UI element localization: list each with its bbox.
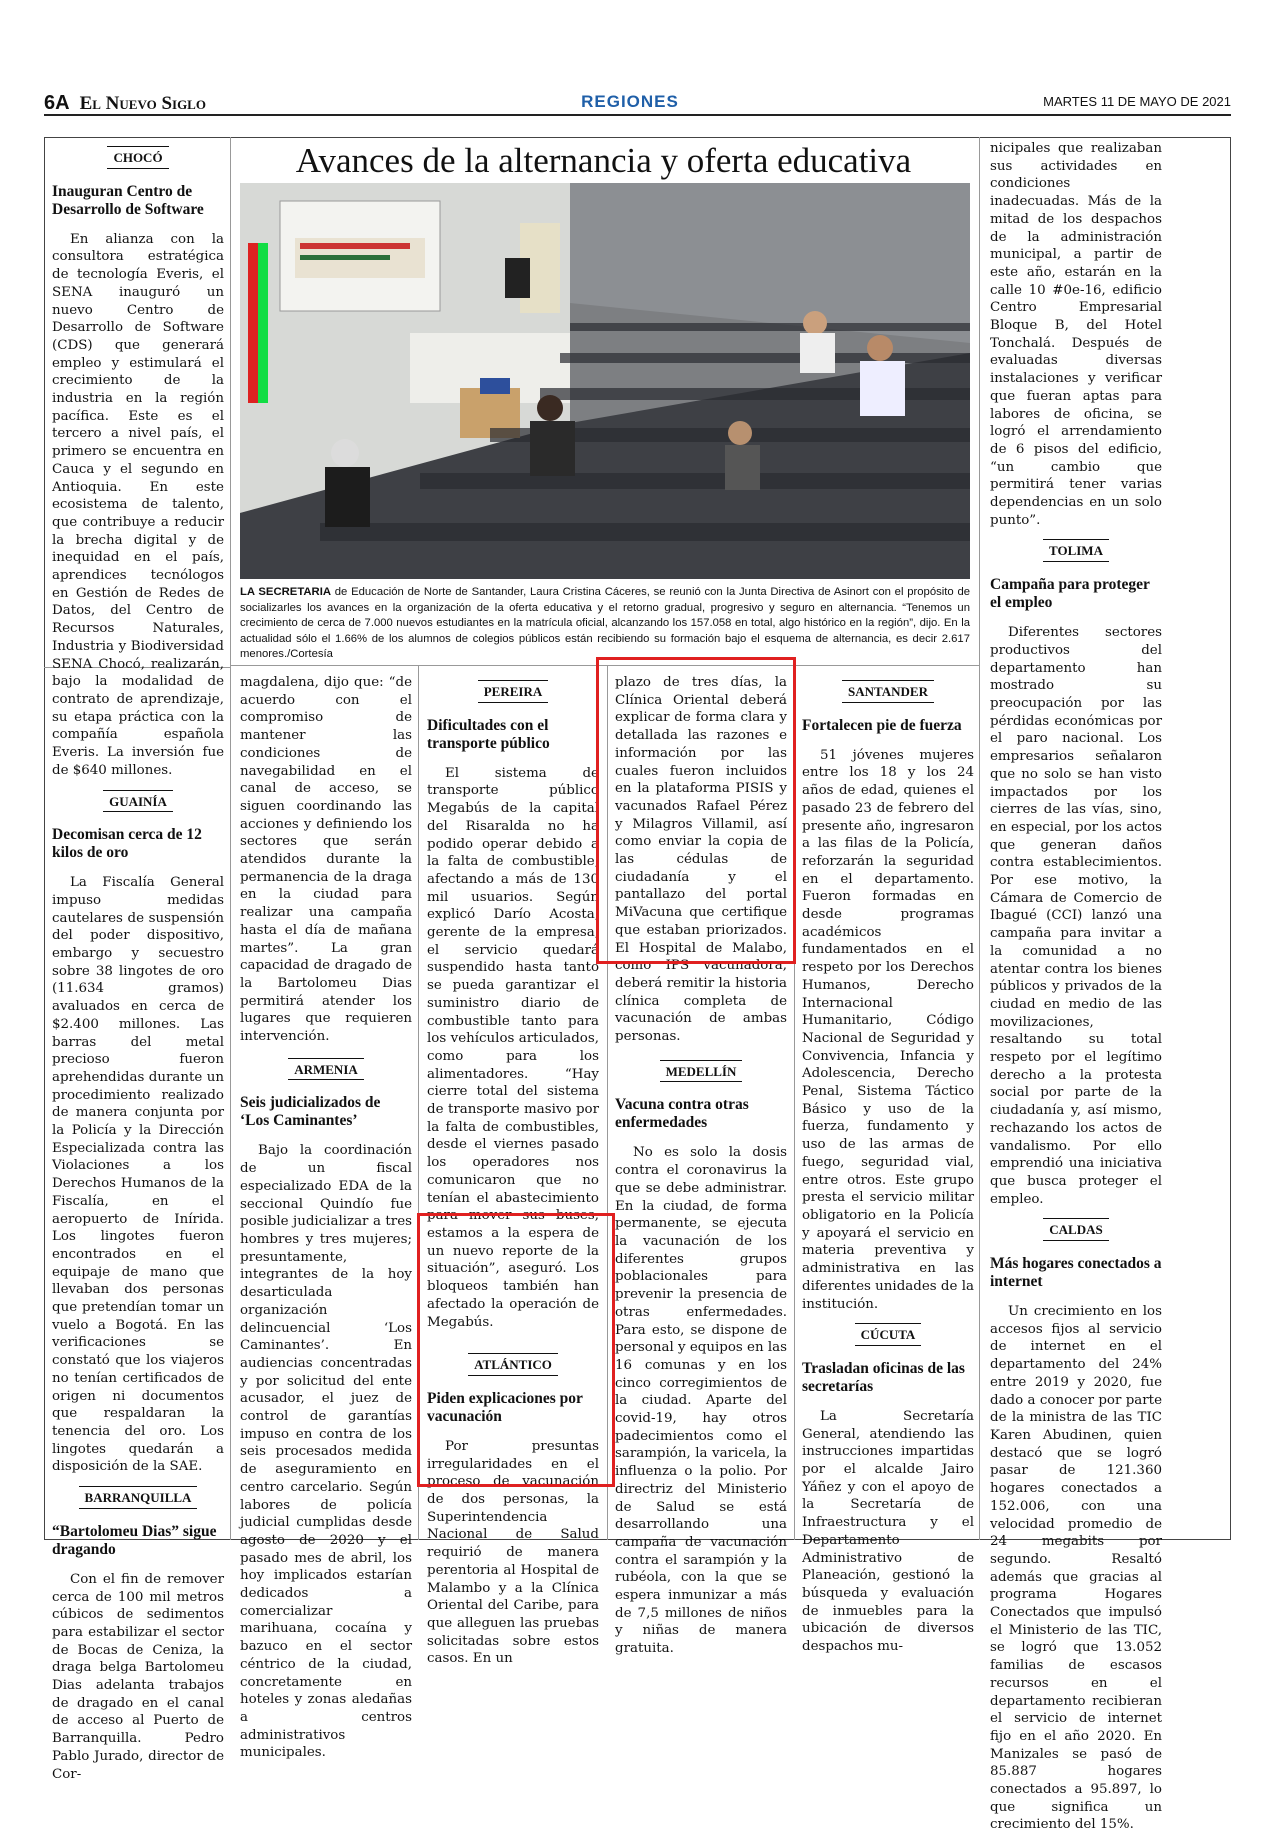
- article-body-armenia: Bajo la coordinación de un fiscal especializado EDA de la seccional Quindío fue posible judicializar a tres hombres y tres mujeres; presuntamente, integrantes de la hoy desarticulada organización delincuencial ‘Los Caminantes’. En audiencias concentradas y por solicitud del ente acusador, el juez de control de garantías impuso en contra de los seis procesados medida de aseguramiento en centro carcelario. Según labores de policía judicial cumplidas desde agosto de 2020 y el pasado mes de abril, los hoy implicados estarían dedicados a comercializar marihuana, cocaína y bazuco en el sector céntrico de la ciudad, concretamente en hoteles y zonas aledañas a centros administrativos municipales.: [240, 1143, 412, 1761]
- headline-tolima: Campaña para proteger el empleo: [990, 576, 1150, 612]
- article-body-pereira: El sistema de transporte público Megabús de la capital del Risaralda no ha podido operar debido a la falta de combustible, afectando a más de 130 mil usuarios. Según explicó Darío Acosta, gerente de la empresa, el servicio quedará suspendido hasta tanto se pueda garantizar el suministro diario de combustible tanto para los vehículos articulados, como para los alimentadores. “Hay cierre total del sistema de transporte masivo por la falta de combustibles, desde el viernes pasado los operadores nos comunicaron que no tenían el abastecimiento para mover sus buses, estamos a la espera de un nuevo reporte de la situación”, aseguró. Los bloqueos también han afectado la operación de Megabús.: [427, 765, 599, 1330]
- article-body-barranquilla-cont: magdalena, dijo que: “de acuerdo con el compromiso de mantener las condiciones de navegabilidad en el canal de acceso, se siguen coordinando las acciones y definiendo los sectores que serán atendidos durante la permanencia de la draga en la ciudad para realizar una campaña hasta el día de mañana martes”. La gran capacidad de dragado de la Bartolomeu Dias permitirá atender los lugares que requieren intervención.: [240, 675, 412, 1045]
- section-label-choco: CHOCÓ: [52, 146, 224, 169]
- headline-barranquilla: “Bartolomeu Dias” sigue dragando: [52, 1522, 217, 1558]
- section-label-cucuta: CÚCUTA: [802, 1323, 974, 1346]
- auditorium-photo-illustration: [240, 183, 970, 579]
- section-label-caldas: CALDAS: [990, 1218, 1162, 1241]
- section-label-barranquilla: BARRANQUILLA: [52, 1486, 224, 1509]
- section-label-guainia: GUAINÍA: [52, 790, 224, 813]
- headline-guainia: Decomisan cerca de 12 kilos de oro: [52, 826, 202, 862]
- article-body-guainia: La Fiscalía General impuso medidas cautelares de suspensión del poder dispositivo, embargo y secuestro sobre 38 lingotes de oro (11.634 gramos) avaluados en cerca de $2.400 millones. Las barras del metal precioso fueron aprehendidas durante un procedimiento realizado de manera conjunta por la Policía y la Dirección Especializada contra las Violaciones a los Derechos Humanos de la Fiscalía, en el aeropuerto de Inírida. Los lingotes fueron encontrados en el equipaje de mano que llevaban dos personas que pretendían tomar un vuelo a Bogotá. En las verificaciones se constató que los viajeros no tenían certificados de origen ni documentos que respaldaran la tenencia del oro. Los lingotes quedarán a disposición de la SAE.: [52, 875, 224, 1475]
- headline-santander: Fortalecen pie de fuerza: [802, 716, 962, 734]
- caption-lead: LA SECRETARIA: [240, 586, 331, 598]
- article-body-santander: 51 jóvenes mujeres entre los 18 y los 24 años de edad, quienes el pasado 23 de febrero del presente año, ingresaron a las filas de la Policía, reforzarán la seguridad en el departamento. Fueron formadas en desde programas académicos fundamentados en el respeto por los Derechos Humanos, Derecho Internacional Humanitario, Código Nacional de Seguridad y Convivencia, Infancia y Adolescencia, Derecho Penal, Sistema Táctico Básico y uso de la fuerza, fundamento y uso de las armas de fuego, seguridad vial, entre otros. Este grupo presta el servicio militar obligatorio en la Policía y apoyará el servicio en materia preventiva y administrativa en las diferentes unidades de la institución.: [802, 747, 974, 1312]
- article-body-cucuta: La Secretaría General, atendiendo las instrucciones impartidas por el alcalde Jairo Yáñez y con el apoyo de la Secretaría de Infraestructura y el Departamento Administrativo de Planeación, gestionó la búsqueda y evaluación de inmuebles para la ubicación de diversos despachos mu-: [802, 1408, 974, 1655]
- section-name: REGIONES: [581, 92, 679, 111]
- section-label-armenia: ARMENIA: [240, 1058, 412, 1081]
- headline-atlantico: Piden explicaciones por vacunación: [427, 1389, 583, 1425]
- highlight-box-atlantico: [417, 1213, 615, 1487]
- headline-cucuta: Trasladan oficinas de las secretarías: [802, 1359, 965, 1395]
- column-6: [990, 140, 1162, 1833]
- caption-text: de Educación de Norte de Santander, Laura Cristina Cáceres, se reunió con la Junta Directiva de Asinort con el propósito de socializarles los avances en la organización de la oferta educativa y el retorno gradual, progresivo y seguro en alternancia. “Tenemos un crecimiento de cerca de 7.000 nuevos estudiantes en la matrícula oficial, alcanzando los 157.058 en total, algo histórico en la región”, dijo. En la actualidad sólo el 1.66% de los alumnos de colegios públicos están recibiendo su formación bajo el esquema de alternancia, es decir 2.617 menores./Cortesía: [240, 586, 971, 660]
- headline-choco: Inauguran Centro de Desarrollo de Software: [52, 182, 204, 218]
- column-2: [240, 674, 412, 1761]
- column-divider: [979, 137, 980, 1540]
- section-label-medellin: MEDELLÍN: [615, 1060, 787, 1083]
- page-header-left: [44, 92, 206, 115]
- headline-medellin: Vacuna contra otras enfermedades: [615, 1096, 749, 1132]
- article-body-tolima: Diferentes sectores productivos del departamento han mostrado su preocupación por las pérdidas económicas por el paro nacional. Los empresarios señalaron que no solo se han visto impactados por los cierres de las vías, sino, en especial, por los actos que generan daños contra establecimientos. Por ese motivo, la Cámara de Comercio de Ibagué (CCI) lanzó una campaña para invitar a la comunidad a no atentar contra los bienes públicos y privados de la ciudad en medio de las movilizaciones, resaltando su total respeto por el legítimo derecho a la protesta social por parte de la ciudadanía y, así mismo, rechazando los actos de vandalismo. Por ello emprendió una iniciativa que busca proteger el empleo.: [990, 625, 1162, 1207]
- section-label-atlantico: ATLÁNTICO: [427, 1353, 599, 1376]
- section-label-santander: SANTANDER: [802, 680, 974, 703]
- highlight-box-atlantico-cont: [596, 657, 796, 964]
- article-body-atlantico-cont: plazo de tres días, la Clínica Oriental deberá explicar de forma clara y detallada las razones e información por las cuales fueron incluidos en la plataforma PISIS y vacunados Rafael Pérez y Milagros Villamil, así como enviar la copia de las cédulas de ciudadanía y el pantallazo del portal MiVacuna que certifique que estaban priorizados. El Hospital de Malabo, como IPS vacunadora, deberá remitir la historia clínica completa de vacunación de ambas personas.: [615, 675, 787, 1045]
- section-label-pereira: PEREIRA: [427, 680, 599, 703]
- main-headline: Avances de la alternancia y oferta educativa: [295, 141, 912, 180]
- article-body-cucuta-cont: nicipales que realizaban sus actividades en condiciones inadecuadas. Más de la mitad de los despachos de la administración municipal, a partir de este año, estarán en la calle 10 #0e-16, edificio Centro Empresarial Bloque B, del Hotel Tonchalá. Después de evaluadas diversas instalaciones y verificar que fueran aptas para labores de oficina, se logró el arrendamiento de 6 pisos del edificio, “un cambio que permitirá tener varias dependencias en un solo punto”.: [990, 141, 1162, 528]
- article-body-choco: En alianza con la consultora estratégica de tecnología Everis, el SENA inauguró un nuevo Centro de Desarrollo de Software (CDS) que generará empleo y estimulará el crecimiento de la industria en la región pacífica. Este es el tercero a nivel país, el primero se encuentra en Cauca y el segundo en Antioquia. En este ecosistema de talento, que contribuye a reducir la brecha digital y de inequidad en el país, aprendices tecnólogos en Gestión de Redes de Datos, del Centro de Recursos Naturales, Industria y Biodiversidad SENA Chocó, realizarán, bajo la modalidad de contrato de aprendizaje, su etapa práctica con la compañía española Everis. La inversión fue de $640 millones.: [52, 231, 224, 778]
- photo-auditorium: [240, 183, 970, 579]
- article-body-caldas: Un crecimiento en los accesos fijos al servicio de internet en el departamento del 24% entre 2019 y 2020, fue dado a conocer por parte de la ministra de las TIC Karen Abudinen, quien destacó que se logró pasar de 121.360 hogares conectados a 152.006, con una velocidad promedio de 24 megabits por segundo. Resaltó además que gracias al programa Hogares Conectados que impulsó el Ministerio de las TIC, se logró que 13.052 familias de escasos recursos en el departamento recibieran el servicio de internet fijo en el año 2020. En Manizales se pasó de 85.887 hogares conectados a 95.897, lo que significa un crecimiento del 15%.: [990, 1304, 1162, 1833]
- article-body-barranquilla: Con el fin de remover cerca de 100 mil metros cúbicos de sedimentos para estabilizar el sector de Bocas de Ceniza, la draga belga Bartolomeu Dias adelanta trabajos de dragado en el canal de acceso al Puerto de Barranquilla. Pedro Pablo Jurado, director de Cor-: [52, 1571, 224, 1782]
- headline-caldas: Más hogares conectados a internet: [990, 1255, 1162, 1291]
- column-1: [52, 140, 224, 1782]
- column-5: [802, 674, 974, 1655]
- header-rule: [44, 114, 1231, 116]
- headline-armenia: Seis judicializados de ‘Los Caminantes’: [240, 1094, 381, 1130]
- photo-caption: [240, 585, 970, 663]
- headline-pereira: Dificultades con el transporte público: [427, 716, 550, 752]
- article-body-atlantico: Por presuntas irregularidades en el proceso de vacunación de dos personas, la Superintendencia Nacional de Salud requirió de manera perentoria al Hospital de Malambo y a la Clínica Oriental del Caribe, para que alleguen las pruebas solicitadas sobre estos casos. En un: [427, 1438, 599, 1667]
- issue-date: MARTES 11 DE MAYO DE 2021: [1043, 94, 1231, 109]
- article-body-medellin: No es solo la dosis contra el coronavirus la que se debe administrar. En la ciudad, de forma permanente, se ejecuta la vacunación de los diferentes grupos poblacionales para prevenir la presencia de otras enfermedades. Para esto, se dispone de personal y equipos en las 16 comunas y en los cinco corregimientos de la ciudad. Aparte del covid-19, hay otros padecimientos como el sarampión, la varicela, la influenza o la polio. Por directriz del Ministerio de Salud se está desarrollando una campaña de vacunación contra el sarampión y la rubéola, con la que se espera inmunizar a más de 7,5 millones de niños y niñas de manera gratuita.: [615, 1145, 787, 1657]
- newspaper-name: El Nuevo Siglo: [79, 93, 206, 114]
- section-label-tolima: TOLIMA: [990, 539, 1162, 562]
- page-number: 6A: [44, 92, 70, 114]
- column-divider: [230, 137, 231, 1540]
